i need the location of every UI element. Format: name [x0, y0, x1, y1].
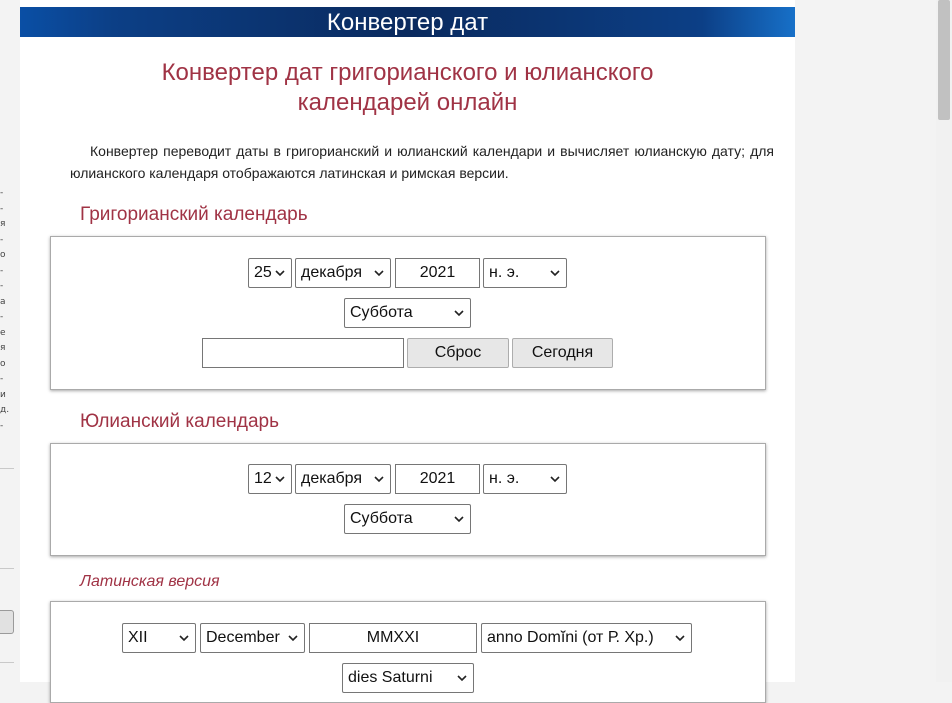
julian-era-select[interactable]: [483, 464, 567, 494]
latin-month-select[interactable]: [200, 623, 305, 653]
chevron-down-icon: [275, 475, 285, 483]
julian-era-value: н. э.: [489, 470, 520, 487]
left-strip-mark: -: [0, 203, 4, 214]
left-strip-mark: о: [0, 250, 6, 260]
left-strip-mark: е: [0, 327, 6, 338]
latin-weekday-value: dies Saturni: [348, 669, 433, 686]
chevron-down-icon: [550, 269, 560, 277]
latin-era-select[interactable]: [481, 623, 692, 653]
chevron-down-icon: [550, 475, 560, 483]
left-strip-mark: -: [0, 374, 4, 384]
julian-day-select[interactable]: [248, 464, 292, 494]
gregorian-year-input[interactable]: 2021: [395, 258, 480, 288]
latin-section-title: Латинская версия: [80, 573, 220, 590]
julian-month-select[interactable]: [295, 464, 391, 494]
gregorian-weekday-value: Суббота: [350, 304, 413, 321]
gregorian-month-select[interactable]: [295, 258, 391, 288]
page-title: [20, 58, 795, 118]
today-button[interactable]: Сегодня: [512, 338, 613, 368]
latin-month-value: December: [206, 629, 280, 646]
left-strip-mark: -: [0, 265, 4, 276]
latin-day-value: XII: [128, 629, 148, 646]
chevron-down-icon: [454, 515, 464, 523]
left-strip-mark: -: [0, 188, 4, 198]
left-divider: [0, 662, 14, 663]
page-title-line1: Конвертер дат григорианского и юлианского: [161, 59, 654, 86]
gregorian-weekday-select[interactable]: [344, 298, 471, 328]
gregorian-day-select[interactable]: [248, 258, 292, 288]
left-strip-mark: -: [0, 234, 4, 245]
left-divider: [0, 568, 14, 569]
julian-month-value: декабря: [301, 470, 363, 487]
julian-weekday-value: Суббота: [350, 510, 413, 527]
date-text-input[interactable]: [202, 338, 404, 368]
latin-weekday-select[interactable]: [342, 663, 474, 693]
reset-button[interactable]: Сброс: [407, 338, 509, 368]
gregorian-day-value: 25: [254, 264, 272, 281]
chevron-down-icon: [675, 634, 685, 642]
gregorian-era-value: н. э.: [489, 264, 520, 281]
gregorian-section-title: Григорианский календарь: [80, 204, 308, 225]
page-title-line2: календарей онлайн: [297, 89, 518, 116]
gregorian-panel: [50, 236, 766, 390]
left-strip-mark: о: [0, 358, 6, 369]
chevron-down-icon: [288, 634, 298, 642]
left-strip-mark: -: [0, 281, 4, 291]
header-title: Конвертер дат: [326, 9, 489, 36]
left-strip-mark: д.: [0, 405, 10, 415]
left-side-panel: [0, 0, 20, 682]
chevron-down-icon: [457, 674, 467, 682]
intro-text: Конвертер переводит даты в григорианский и юлианский календари и вычисляет юлианскую дату; для юлианского календаря отображаются латинская и римская версии.: [70, 143, 774, 181]
julian-section-title: Юлианский календарь: [80, 411, 279, 432]
chevron-down-icon: [275, 269, 285, 277]
left-strip-mark: а: [0, 296, 6, 307]
left-strip-mark: и: [0, 389, 6, 400]
left-strip-mark: я: [0, 343, 6, 353]
converter-page: [20, 0, 795, 686]
left-strip-mark: -: [0, 312, 4, 322]
chevron-down-icon: [374, 475, 384, 483]
left-strip-mark: -: [0, 420, 4, 431]
latin-panel: [50, 601, 766, 703]
page-header: [20, 7, 795, 37]
gregorian-era-select[interactable]: [483, 258, 567, 288]
left-divider: [0, 468, 14, 469]
left-panel-button[interactable]: [0, 610, 14, 634]
julian-year-input[interactable]: 2021: [395, 464, 480, 494]
chevron-down-icon: [374, 269, 384, 277]
scrollbar-thumb[interactable]: [938, 0, 950, 120]
latin-year-input[interactable]: MMXXI: [309, 623, 477, 653]
chevron-down-icon: [179, 634, 189, 642]
julian-panel: [50, 443, 766, 556]
latin-day-select[interactable]: [122, 623, 196, 653]
chevron-down-icon: [454, 309, 464, 317]
left-strip-mark: я: [0, 219, 6, 229]
latin-era-value: anno Domĭni (от Р. Хр.): [487, 629, 654, 646]
julian-weekday-select[interactable]: [344, 504, 471, 534]
julian-day-value: 12: [254, 470, 272, 487]
gregorian-month-value: декабря: [301, 264, 363, 281]
